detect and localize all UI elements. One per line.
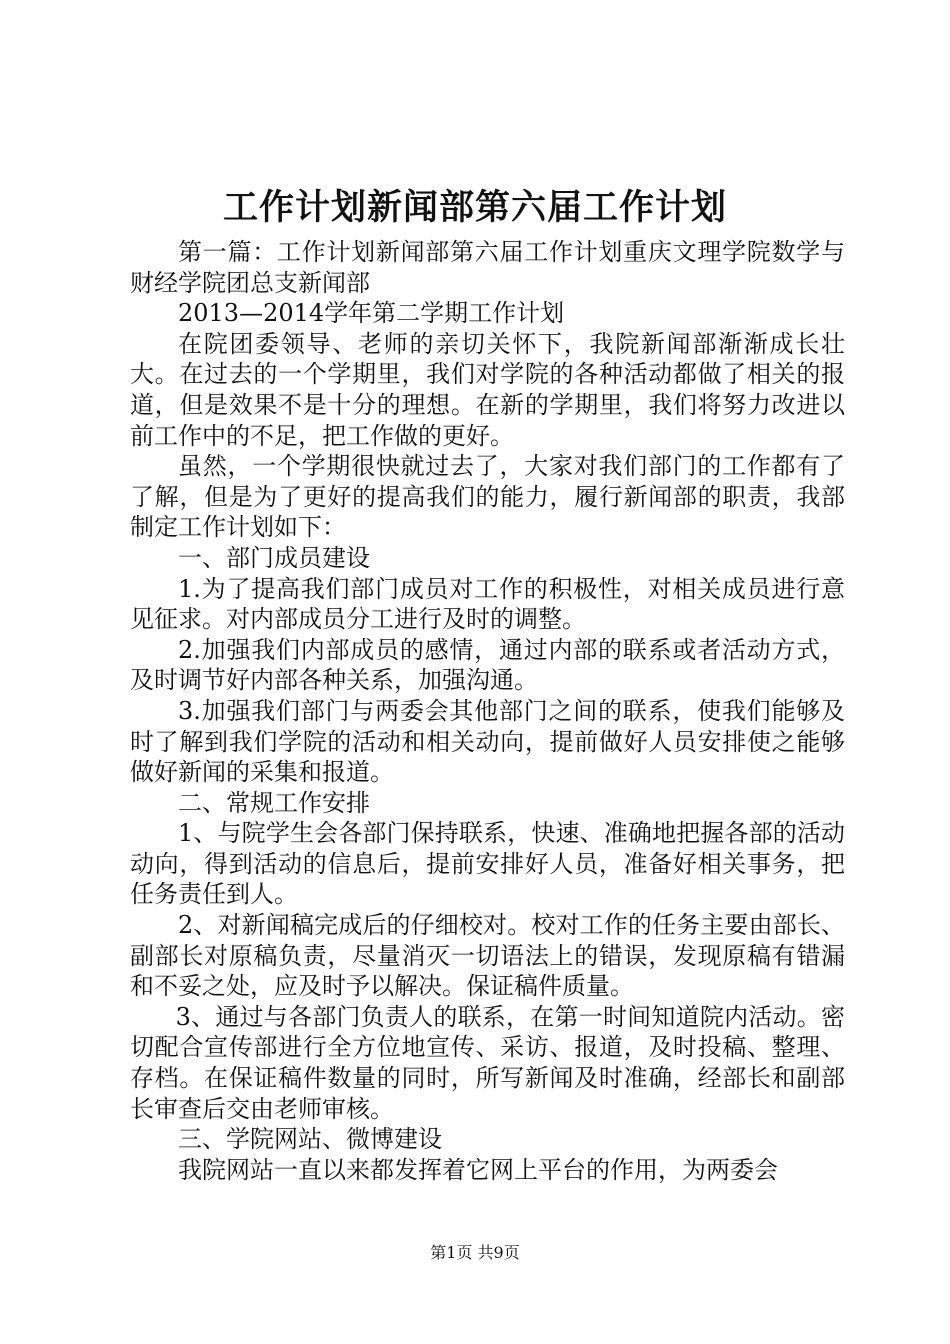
- section-heading: 三、学院网站、微博建设: [178, 1125, 442, 1154]
- paragraph: 2.加强我们内部成员的感情，通过内部的联系或者活动方式，及时调节好内部各种关系，加强沟通。: [130, 635, 845, 695]
- paragraph: 3.加强我们部门与两委会其他部门之间的联系，使我们能够及时了解到我们学院的活动和相关动向，提前做好人员安排使之能够做好新闻的采集和报道。: [130, 696, 845, 787]
- paragraph: 第一篇：工作计划新闻部第六届工作计划重庆文理学院数学与财经学院团总支新闻部: [130, 238, 845, 297]
- paragraph: 2、对新闻稿完成后的仔细校对。校对工作的任务主要由部长、副部长对原稿负责，尽量消灭一切语法上的错误，发现原稿有错漏和不妥之处，应及时予以解决。保证稿件质量。: [130, 911, 845, 1001]
- section-heading: 一、部门成员建设: [178, 543, 370, 572]
- paragraph: 虽然，一个学期很快就过去了，大家对我们部门的工作都有了了解，但是为了更好的提高我们的能力，履行新闻部的职责，我部制定工作计划如下：: [130, 452, 845, 542]
- document-body: [130, 237, 845, 1185]
- document-title: 工作计划新闻部第六届工作计划: [222, 187, 727, 228]
- page-footer: 第1页 共9页: [430, 1243, 520, 1262]
- paragraph: 3、通过与各部门负责人的联系，在第一时间知道院内活动。密切配合宣传部进行全方位地宣传、采访、报道，及时投稿、整理、存档。在保证稿件数量的同时，所写新闻及时准确，经部长和副部长审查后交由老师审核。: [130, 1002, 845, 1123]
- paragraph: 2013—2014学年第二学期工作计划: [178, 299, 565, 328]
- paragraph: 1、与院学生会各部门保持联系，快速、准确地把握各部的活动动向，得到活动的信息后，提前安排好人员，准备好相关事务，把任务责任到人。: [130, 819, 845, 909]
- paragraph: 1.为了提高我们部门成员对工作的积极性，对相关成员进行意见征求。对内部成员分工进行及时的调整。: [130, 574, 845, 634]
- section-heading: 二、常规工作安排: [178, 788, 370, 817]
- paragraph: 在院团委领导、老师的亲切关怀下，我院新闻部渐渐成长壮大。在过去的一个学期里，我们对学院的各种活动都做了相关的报道，但是效果不是十分的理想。在新的学期里，我们将努力改进以前工作中的不足，把工作做的更好。: [130, 329, 845, 450]
- paragraph: 我院网站一直以来都发挥着它网上平台的作用，为两委会: [178, 1155, 778, 1184]
